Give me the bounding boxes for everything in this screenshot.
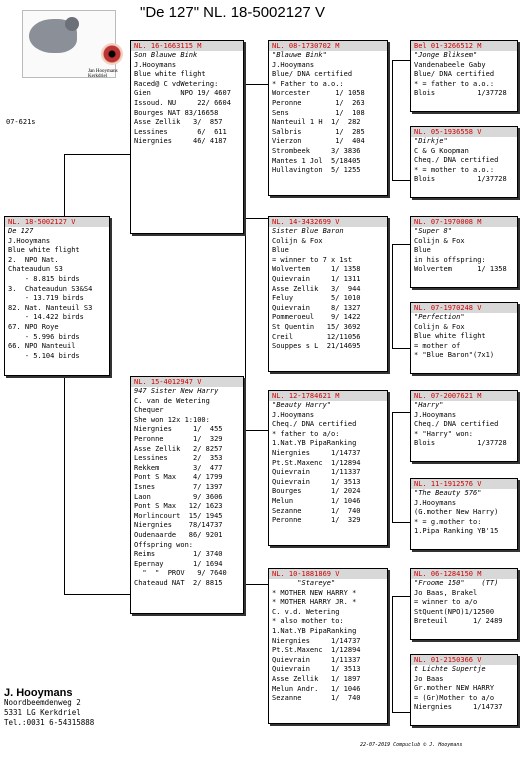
pedigree-line: Lessines 6/ 611 — [134, 127, 227, 136]
pedigree-line: Niergnies 1/14737 — [272, 636, 361, 645]
ring-number: NL. 14-3432699 V — [269, 217, 387, 227]
ring-number: NL. 06-1284150 M — [411, 569, 517, 579]
pedigree-line: Colijn & Fox — [414, 236, 465, 245]
sire-dam-card — [268, 216, 388, 372]
pedigree-line: Sens 1/ 108 — [272, 108, 365, 117]
pedigree-line: Pont S Max 4/ 1799 — [134, 473, 223, 482]
pedigree-line: Strombeek 3/ 3836 — [272, 146, 361, 155]
pedigree-line: - 13.719 birds — [8, 294, 84, 303]
ring-number: Bel 01-3266512 M — [411, 41, 517, 51]
connector — [392, 596, 393, 712]
owner-phone: Tel.:0031 6-54315888 — [4, 718, 95, 727]
pedigree-line: Offspring won: — [134, 540, 194, 549]
pedigree-line: Lessines 2/ 353 — [134, 454, 223, 463]
sire-sire-dam-card — [410, 126, 518, 198]
connector — [392, 596, 410, 597]
connector — [392, 60, 410, 61]
pedigree-line: Blue/ DNA certified — [414, 70, 495, 79]
pedigree-line: * = g.mother to: — [414, 517, 482, 526]
pedigree-line: J.Hooymans — [8, 236, 51, 245]
pedigree-line: Asse Zellik 3/ 944 — [272, 284, 361, 293]
pedigree-line: = mother of — [414, 341, 461, 350]
pedigree-line: 2. NPO Nat. — [8, 255, 59, 264]
connector — [245, 218, 269, 219]
pedigree-line: Reims 1/ 3740 — [134, 550, 223, 559]
pedigree-line: (G.mother New Harry) — [414, 508, 499, 517]
pedigree-line: "The Beauty 576" — [414, 489, 482, 497]
pedigree-line: "Super 8" — [414, 227, 452, 235]
pedigree-line: Cheq./ DNA certified — [414, 420, 499, 429]
pedigree-line: "Stareye" — [272, 579, 336, 587]
pedigree-line: Jo Baas — [414, 674, 444, 683]
pedigree-line: Niergnies 78/14737 — [134, 521, 223, 530]
pedigree-line: Blois 1/37728 — [414, 439, 507, 448]
pedigree-line: C. van de Wetering — [134, 396, 210, 405]
pigeon-head-icon — [65, 17, 79, 31]
pedigree-line: Pt.St.Maxenc 1/12894 — [272, 458, 361, 467]
pedigree-line: Oudenaarde 86/ 9201 — [134, 530, 223, 539]
pedigree-line: J.Hooymans — [272, 60, 315, 69]
pedigree-line: Pont S Max 12/ 1623 — [134, 502, 223, 511]
ring-number: NL. 01-2150366 V — [411, 655, 517, 665]
pedigree-line: Gien NPO 19/ 4607 — [134, 89, 231, 98]
pedigree-line: Salbris 1/ 285 — [272, 127, 365, 136]
pedigree-line: "Perfection" — [414, 313, 465, 321]
connector — [64, 594, 130, 595]
pedigree-line: - 5.996 birds — [8, 332, 80, 341]
ring-number: NL. 07-2007621 M — [411, 391, 517, 401]
owner-address-line1: Noordbeemdenweg 2 — [4, 698, 81, 707]
connector — [392, 522, 410, 523]
pedigree-line: Epernay 1/ 1694 — [134, 559, 223, 568]
connector — [392, 412, 410, 413]
ring-number: NL. 16-1663115 M — [131, 41, 243, 51]
pedigree-line: Blue/ DNA certified — [272, 70, 353, 79]
pedigree-line: Nanteuil 1 H 1/ 282 — [272, 118, 361, 127]
pedigree-line: * = mother to a.o.: — [414, 165, 495, 174]
pigeon-eye-icon — [101, 43, 123, 65]
connector — [64, 154, 65, 216]
owner-name: J. Hooymans — [4, 687, 73, 699]
pedigree-line: 1.Nat.YB PipaRanking — [272, 439, 357, 448]
pedigree-line: Niergnies 46/ 4187 — [134, 137, 227, 146]
pedigree-line: Blois 1/37728 — [414, 89, 507, 98]
pedigree-line: Blue white flight — [414, 332, 486, 341]
pedigree-line: Peronne 1/ 263 — [272, 98, 365, 107]
ring-number: NL. 08-1730702 M — [269, 41, 387, 51]
pedigree-line: "Froome 150" (TT) — [414, 579, 499, 587]
pedigree-line: Peronne 1/ 329 — [134, 434, 223, 443]
pedigree-line: = winner to 7 x 1st — [272, 255, 353, 264]
owner-block — [4, 688, 94, 728]
connector — [392, 348, 410, 349]
side-ring-note: 07-621s — [6, 118, 36, 126]
ring-number: NL. 18-5002127 V — [5, 217, 109, 227]
connector — [245, 84, 269, 85]
pedigree-line: Blue — [272, 246, 289, 255]
pedigree-line: StQuent(NPO)1/12500 — [414, 607, 495, 616]
pedigree-line: "Dirkje" — [414, 137, 448, 145]
pedigree-line: - 5.104 birds — [8, 351, 80, 360]
connector — [392, 244, 393, 348]
pedigree-title: "De 127" NL. 18-5002127 V — [140, 4, 325, 21]
pedigree-line: Niergnies 1/14737 — [414, 703, 503, 712]
pedigree-line: Colijn & Fox — [272, 236, 323, 245]
pedigree-line: Sister Blue Baron — [272, 227, 344, 235]
pedigree-line: Chequer — [134, 406, 164, 415]
pedigree-line: Bourges NAT 83/16658 — [134, 108, 219, 117]
pedigree-line: Blue white flight — [8, 246, 80, 255]
pedigree-line: * Father to a.o.: — [272, 79, 344, 88]
pedigree-line: Quievrain 1/ 1311 — [272, 274, 361, 283]
pedigree-line: Son Blauwe Bink — [134, 51, 198, 59]
pedigree-line: Pommeroeul 9/ 1422 — [272, 313, 361, 322]
pedigree-line: Gr.mother NEW HARRY — [414, 684, 495, 693]
footer-credit: 22-07-2019 Compuclub © J. Hooymans — [360, 742, 463, 748]
pedigree-line: Colijn & Fox — [414, 322, 465, 331]
pedigree-line: Raced@ C vdWetering: — [134, 79, 219, 88]
pedigree-line: Feluy 5/ 1010 — [272, 294, 361, 303]
pedigree-line: C. v.d. Wetering — [272, 607, 340, 616]
subject-card — [4, 216, 110, 376]
pedigree-line: Asse Zellik 1/ 1897 — [272, 674, 361, 683]
dam-dam-card — [268, 568, 388, 724]
connector — [392, 712, 410, 713]
pedigree-line: Wolvertem 1/ 1358 — [272, 265, 361, 274]
sire-sire-sire-card — [410, 40, 518, 112]
pedigree-line: Quievrain 8/ 1327 — [272, 303, 361, 312]
pedigree-line: "Harry" — [414, 401, 444, 409]
pedigree-line: - 8.815 birds — [8, 274, 80, 283]
pedigree-line: Bourges 1/ 2024 — [272, 487, 361, 496]
sire-card — [130, 40, 244, 234]
dam-card — [130, 376, 244, 614]
pedigree-line: * also mother to: — [272, 617, 344, 626]
pedigree-line: C & G Koopman — [414, 146, 469, 155]
pedigree-line: Wolvertem 1/ 1358 — [414, 265, 507, 274]
connector — [392, 244, 410, 245]
pedigree-line: J.Hooymans — [134, 60, 177, 69]
pedigree-line: Rekkem 3/ 477 — [134, 463, 223, 472]
pedigree-line: J.Hooymans — [414, 410, 457, 419]
pedigree-line: Laon 9/ 3606 — [134, 492, 223, 501]
dam-sire-card — [268, 390, 388, 546]
pedigree-line: Niergnies 1/ 455 — [134, 425, 223, 434]
pedigree-line: Creil 12/11056 — [272, 332, 361, 341]
pedigree-line: She won 12x 1:100: — [134, 415, 210, 424]
pedigree-line: 3. Chateaudun S3&S4 — [8, 284, 93, 293]
pedigree-line: 67. NPO Roye — [8, 322, 59, 331]
pedigree-line: St Quentin 15/ 3692 — [272, 322, 361, 331]
ring-number: NL. 10-1881869 V — [269, 569, 387, 579]
dam-dam-dam-card — [410, 654, 518, 726]
pedigree-line: * = father to a.o.: — [414, 79, 495, 88]
pedigree-line: Blois 1/37728 — [414, 175, 507, 184]
pedigree-line: Worcester 1/ 1058 — [272, 89, 365, 98]
owner-address-line2: 5331 LG Kerkdriel — [4, 708, 81, 717]
connector — [392, 60, 393, 180]
pedigree-line: * "Harry" won: — [414, 429, 474, 438]
dam-sire-sire-card — [410, 390, 518, 462]
pedigree-line: = winner to a/o — [414, 598, 478, 607]
ring-number: NL. 05-1936558 V — [411, 127, 517, 137]
pedigree-line: * MOTHER NEW HARRY * — [272, 588, 357, 597]
pedigree-line: Pt.St.Maxenc 1/12894 — [272, 646, 361, 655]
pedigree-line: " " PROV 9/ 7640 — [134, 569, 227, 578]
ring-number: NL. 15-4012947 V — [131, 377, 243, 387]
sire-dam-dam-card — [410, 302, 518, 374]
pedigree-line: Morlincourt 15/ 1945 — [134, 511, 223, 520]
pigeon-photo — [22, 10, 116, 78]
pedigree-line: Asse Zellik 3/ 857 — [134, 118, 223, 127]
pedigree-line: 1.Nat.YB PipaRanking — [272, 626, 357, 635]
pedigree-line: Quievrain 1/ 3513 — [272, 665, 361, 674]
pedigree-line: - 14.422 birds — [8, 313, 84, 322]
sire-dam-sire-card — [410, 216, 518, 288]
dam-dam-sire-card — [410, 568, 518, 640]
pedigree-line: Sezanne 1/ 740 — [272, 694, 361, 703]
pedigree-line: Souppes s L 21/14695 — [272, 342, 361, 351]
pedigree-line: "Jonge Bliksem" — [414, 51, 478, 59]
pedigree-line: De 127 — [8, 227, 34, 235]
pedigree-line: Quievrain 1/ 3513 — [272, 477, 361, 486]
pedigree-line: J.Hooymans — [414, 498, 457, 507]
ring-number: NL. 11-1912576 V — [411, 479, 517, 489]
ring-number: NL. 07-1970008 M — [411, 217, 517, 227]
pedigree-line: Mantes 1 Jol 5/18405 — [272, 156, 361, 165]
pedigree-line: * "Blue Baron"(7x1) — [414, 351, 495, 360]
pedigree-line: Cheq./ DNA certified — [414, 156, 499, 165]
pedigree-line: Melun 1/ 1046 — [272, 496, 361, 505]
pedigree-line: Blue — [414, 246, 431, 255]
ring-number: NL. 12-1784621 M — [269, 391, 387, 401]
pedigree-line: "Blauwe Bink" — [272, 51, 327, 59]
sire-sire-card — [268, 40, 388, 196]
ring-number: NL. 07-1970248 V — [411, 303, 517, 313]
pedigree-line: Chateaudun S3 — [8, 265, 63, 274]
pedigree-line: 947 Sister New Harry — [134, 387, 219, 395]
pedigree-line: Blue white flight — [134, 70, 206, 79]
pedigree-line: * MOTHER HARRY JR. * — [272, 598, 357, 607]
pedigree-line: Asse Zellik 2/ 8257 — [134, 444, 223, 453]
pedigree-line: Chateaud NAT 2/ 8815 — [134, 578, 223, 587]
pedigree-line: Isnes 7/ 1397 — [134, 482, 223, 491]
pedigree-line: Cheq./ DNA certified — [272, 420, 357, 429]
pedigree-line: 66. NPO Nanteuil — [8, 342, 76, 351]
pedigree-line: Quievrain 1/11337 — [272, 468, 361, 477]
pedigree-line: Sezanne 1/ 740 — [272, 506, 361, 515]
dam-sire-dam-card — [410, 478, 518, 550]
pedigree-line: Vierzon 1/ 404 — [272, 137, 365, 146]
pedigree-line: Peronne 1/ 329 — [272, 516, 361, 525]
pedigree-line: 1.Pipa Ranking YB'15 — [414, 527, 499, 536]
pedigree-line: Issoud. NU 22/ 6604 — [134, 98, 231, 107]
connector — [392, 180, 410, 181]
pedigree-line: "Beauty Harry" — [272, 401, 332, 409]
pedigree-line: Vandenabeele Gaby — [414, 60, 486, 69]
pedigree-line: in his offspring: — [414, 255, 486, 264]
pedigree-line: J.Hooymans — [272, 410, 315, 419]
photo-caption: Jan Hooymans Kerkdriel — [88, 69, 118, 79]
pedigree-line: * father to a/o: — [272, 429, 340, 438]
connector — [245, 584, 269, 585]
pedigree-line: Niergnies 1/14737 — [272, 448, 361, 457]
connector — [64, 376, 65, 594]
pedigree-line: Quievrain 1/11337 — [272, 655, 361, 664]
pedigree-line: Hullavington 5/ 1255 — [272, 166, 361, 175]
connector — [245, 430, 269, 431]
pedigree-line: Melun Andr. 1/ 1046 — [272, 684, 361, 693]
connector — [64, 154, 130, 155]
pedigree-line: 82. Nat. Nanteuil S3 — [8, 303, 93, 312]
connector — [392, 412, 393, 522]
pedigree-line: Breteuil 1/ 2489 — [414, 617, 503, 626]
pedigree-line: Jo Baas, Brakel — [414, 588, 478, 597]
connector — [245, 388, 246, 584]
pedigree-line: t Lichte Supertje — [414, 665, 486, 673]
pedigree-line: = (Gr)Mother to a/o — [414, 693, 495, 702]
